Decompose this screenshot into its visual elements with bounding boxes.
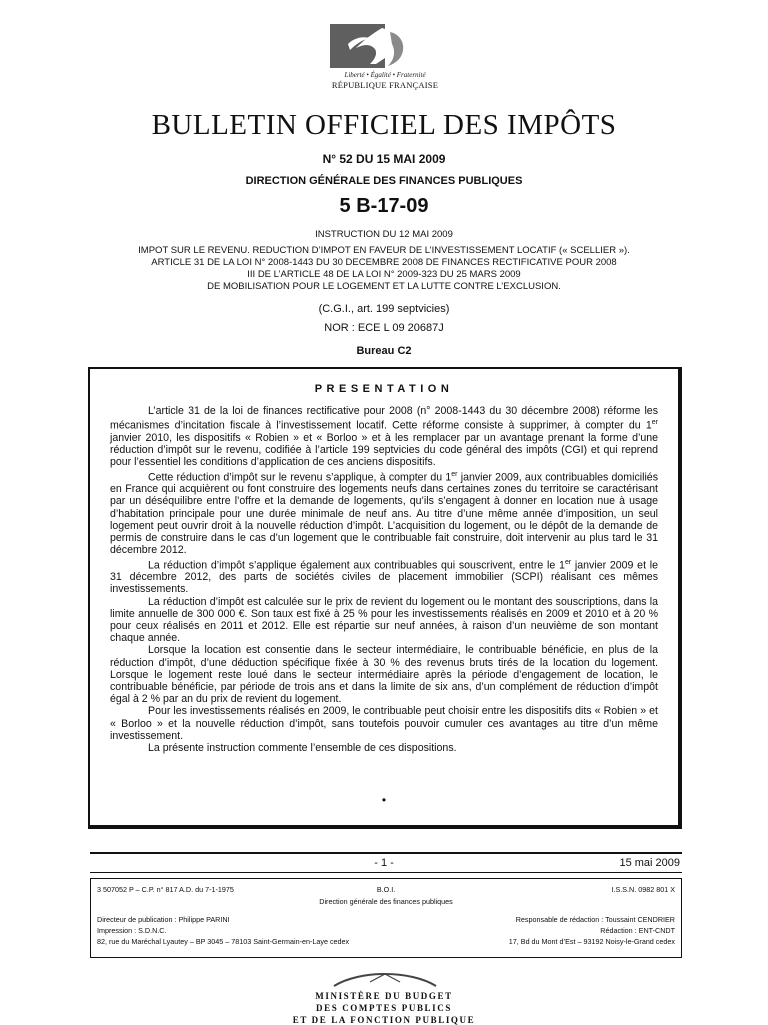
subject-line: DE MOBILISATION POUR LE LOGEMENT ET LA LUTTE CONTRE L’EXCLUSION. [207,281,561,292]
publication-info-box [90,878,682,958]
cgi-reference: (C.G.I., art. 199 septvicies) [318,303,450,315]
republic-motto: Liberté • Égalité • Fraternité [344,71,426,79]
presentation-paragraph: La réduction d’impôt est calculée sur le prix de revient du logement ou le montant des souscriptions, dans la limite annuelle de 300 000 €. Son taux est fixé à 25 % pour les investissements réalisés en 2009 et 2010 et à 20 % pour ceux réalisés en 2011 et 2012. Elle est répartie sur neuf années, à raison d’un neuvième de son montant chaque année. [110,595,658,645]
marianne-emblem [330,24,440,68]
presentation-paragraph: L’article 31 de la loi de finances rectificative pour 2008 (n° 2008-1443 du 30 décembre 2008) réforme les mécanismes d’incitation fiscale à l’investissement locatif. Cette réforme consiste à supprimer, à compter du 1er janvier 2010, les dispositifs « Robien » et « Borloo » et à les remplacer par un avantage prenant la forme d’une réduction d’impôt sur le revenu, codifiée à l’article 199 septvicies du code général des impôts (CGI) et qui reprend pour l’essentiel les conditions d’application de ces anciens dispositifs. [110,405,658,469]
subject-block [0,245,768,293]
ministry-line: DES COMPTES PUBLICS [316,1003,452,1013]
bureau-name: Bureau C2 [356,345,412,357]
editor: Responsable de rédaction : Toussaint CENDRIER [515,915,675,924]
subject-line: IMPOT SUR LE REVENU. REDUCTION D’IMPOT EN FAVEUR DE L’INVESTISSEMENT LOCATIF (« SCELLIER »). [138,245,630,256]
dgfip-name: Direction générale des finances publiques [319,897,453,906]
footer-rule [90,872,682,873]
issue-number: N° 52 DU 15 MAI 2009 [322,152,446,166]
printer: Impression : S.D.N.C. [97,926,167,935]
redaction: Rédaction : ENT-CNDT [600,926,675,935]
ministry-arc-logo [330,966,440,988]
direction-name: DIRECTION GÉNÉRALE DES FINANCES PUBLIQUES [245,175,523,187]
subject-line: ARTICLE 31 DE LA LOI N° 2008-1443 DU 30 DECEMBRE 2008 DE FINANCES RECTIFICATIVE POUR 2008 [151,257,617,268]
printer-address: 82, rue du Maréchal Lyautey – BP 3045 – 78103 Saint-Germain-en-Laye cedex [97,937,350,946]
publication-reference: 3 507052 P – C.P. n° 817 A.D. du 7-1-1975 [97,885,234,894]
instruction-code: 5 B-17-09 [339,195,429,217]
presentation-paragraph: La présente instruction commente l’ensemble de ces dispositions. [148,742,457,755]
instruction-date: INSTRUCTION DU 12 MAI 2009 [315,229,453,240]
presentation-title: PRESENTATION [314,383,454,395]
bulletin-abbrev: B.O.I. [376,885,396,894]
presentation-box [88,367,682,829]
redaction-address: 17, Bd du Mont d’Est – 93192 Noisy-le-Grand cedex [508,937,675,946]
issn: I.S.S.N. 0982 801 X [611,885,675,894]
presentation-paragraph: Pour les investissements réalisés en 2009, le contribuable peut choisir entre les dispositifs dits « Robien » et « Borloo » et la nouvelle réduction d’impôt, sans toutefois pouvoir cumuler ces avantages au titre d’un même investissement. [110,705,658,742]
subject-line: III DE L’ARTICLE 48 DE LA LOI N° 2009-323 DU 25 MARS 2009 [247,269,521,280]
marianne-logo [330,24,440,94]
bullet-separator: • [381,793,387,807]
publication-director: Directeur de publication : Philippe PARINI [97,915,230,924]
nor-reference: NOR : ECE L 09 20687J [324,322,444,334]
bulletin-title: BULLETIN OFFICIEL DES IMPÔTS [151,109,617,141]
ministry-line: ET DE LA FONCTION PUBLIQUE [292,1015,476,1025]
presentation-body [110,405,658,754]
presentation-paragraph: La réduction d’impôt s’applique également aux contribuables qui souscrivent, entre le 1er janvier 2009 et le 31 décembre 2012, des parts de sociétés civiles de placement immobilier (SCPI) réalisant ces mêmes investissements. [110,558,658,596]
republic-name: RÉPUBLIQUE FRANÇAISE [331,80,439,90]
presentation-paragraph: Cette réduction d’impôt sur le revenu s’applique, à compter du 1er janvier 2009, aux contribuables domiciliés en France qui acquièrent ou font construire des logements neufs dans certaines zones du territoire se caractérisant par un déséquilibre entre l’offre et la demande de logements, qu’ils s’engagent à donner en location nue à usage d’habitation principale pour une durée minimale de neuf ans. Au titre d’une même année d’imposition, un seul logement peut ouvrir droit à la nouvelle réduction d’impôt. L’acquisition du logement, ou le dépôt de la demande de permis de construire dans le cas d’un logement que le contribuable fait construire, doit intervenir au plus tard le 31 décembre 2012. [110,470,658,557]
presentation-paragraph: Lorsque la location est consentie dans le secteur intermédiaire, le contribuable bénéficie, en plus de la réduction d’impôt, d’une déduction spécifique fixée à 30 % des revenus bruts tirés de la location du logement. Lorsque le logement reste loué dans le secteur intermédiaire après la période d’engagement de location, le contribuable bénéficie, par période de trois ans et dans la limite de six ans, d’un complément de réduction d’impôt égal à 2 % par an du prix de revient du logement. [110,644,658,706]
ministry-line: MINISTÈRE DU BUDGET [315,991,453,1001]
page-number: - 1 - [374,857,394,869]
footer-rule [90,852,682,854]
page-date: 15 mai 2009 [619,857,680,869]
